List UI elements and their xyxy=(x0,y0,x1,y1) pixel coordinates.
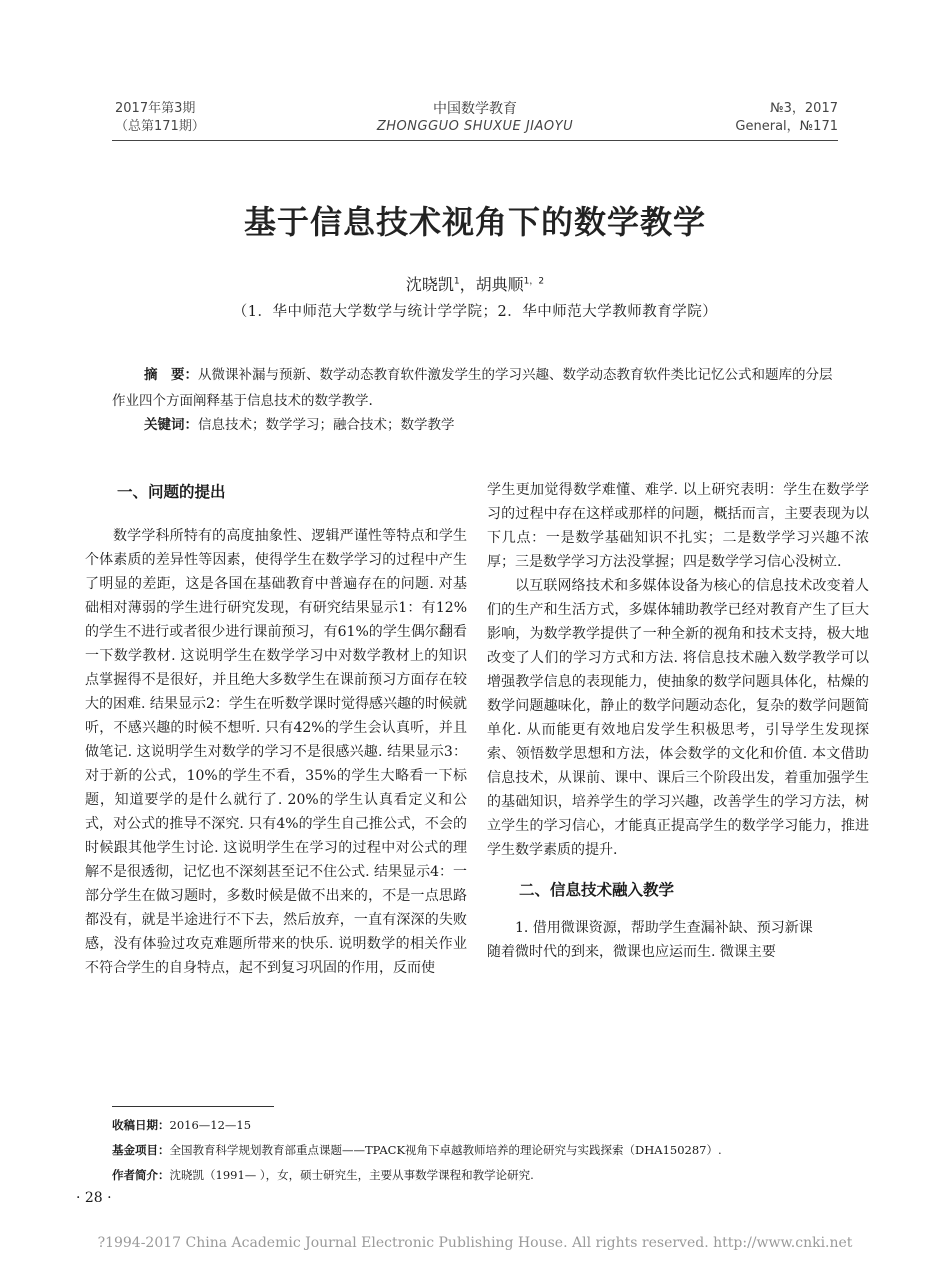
author-bio-label: 作者简介： xyxy=(112,1168,170,1182)
author-bio-text: 沈晓凯（1991— ），女，硕士研究生，主要从事数学课程和教学论研究. xyxy=(169,1168,534,1182)
right-column xyxy=(487,478,869,964)
fund-text: 全国教育科学规划教育部重点课题——TPACK视角下卓越教师培养的理论研究与实践探索（DHA150287）. xyxy=(169,1143,722,1157)
footnotes xyxy=(112,1113,872,1188)
author-line xyxy=(0,272,950,295)
issue-total-number: （总第171期） xyxy=(115,119,205,134)
fund-label: 基金项目： xyxy=(112,1143,170,1157)
issue-general-number: General，№171 xyxy=(735,119,838,134)
received-label: 收稿日期： xyxy=(112,1118,170,1132)
footnote-received xyxy=(112,1113,872,1138)
received-date: 2016—12—15 xyxy=(169,1118,252,1132)
footnote-divider xyxy=(112,1106,274,1107)
issue-year-number: 2017年第3期 xyxy=(115,101,196,116)
journal-name-pinyin: ZHONGGUO SHUXUE JIAOYU xyxy=(376,119,574,134)
journal-number-header xyxy=(735,100,838,136)
abstract-label: 摘 要： xyxy=(144,367,198,383)
section-2-paragraph-1: 随着微时代的到来，微课也应运而生. 微课主要 xyxy=(487,944,776,960)
author-2-name: 胡典顺 xyxy=(475,275,524,294)
section-1-paragraph-1: 数学学科所特有的高度抽象性、逻辑严谨性等特点和学生个体素质的差异性等因素，使得学生在数学学习的过程中产生了明显的差距，这是各国在基础教育中普遍存在的问题. 对基础相对薄弱的学生进行研究发现，有研究结果显示1：有12%的学生不进行或者很少进行课前预习，有61%的学生偶尔翻看一下数学教材. 这说明学生在数学学习中对数学教材上的知识点掌握得不是很好，并且绝大多数学生在课前预习方面存在较大的困难. 结果显示2：学生在听数学课时觉得感兴趣的时候就听，不感兴趣的时候不想听. 只有42%的学生会认真听，并且做笔记. 这说明学生对数学的学习不是很感兴趣. 结果显示3：对于新的公式，10%的学生不看，35%的学生大略看一下标题，知道要学的是什么就行了. 20%的学生认真看定义和公式，对公式的推导不深究. 只有4%的学生自己推公式，不会的时候跟其他学生讨论. 这说明学生在学习的过程中对公式的理解不是很透彻，记忆也不深刻甚至记不住公式. 结果显示4：一部分学生在做习题时，多数时候是做不出来的，不是一点思路都没有，就是半途进行不下去，然后放弃，一直有深深的失败感，没有体验过攻克难题所带来的快乐. 说明数学的相关作业不符合学生的自身特点，起不到复习巩固的作用，反而使 xyxy=(85,528,467,976)
author-separator: ， xyxy=(459,275,476,294)
copyright-notice: ?1994-2017 China Academic Journal Electronic Publishing House. All rights reserved. http://www.cnki.net xyxy=(97,1235,853,1251)
footnote-author xyxy=(112,1163,872,1188)
author-1-affil-mark: 1 xyxy=(453,276,460,287)
abstract xyxy=(112,362,840,414)
footnote-fund xyxy=(112,1138,872,1163)
section-2-heading: 二、信息技术融入教学 xyxy=(519,881,675,899)
keywords xyxy=(144,412,455,438)
article-title: 基于信息技术视角下的数学教学 xyxy=(243,203,706,241)
author-1-name: 沈晓凯 xyxy=(405,275,454,294)
section-1-heading: 一、问题的提出 xyxy=(117,483,226,501)
section-2-subheading-1: 1. 借用微课资源，帮助学生查漏补缺、预习新课 xyxy=(515,920,813,936)
journal-name-cn: 中国数学教育 xyxy=(433,101,517,117)
abstract-text: 从微课补漏与预新、数学动态教育软件激发学生的学习兴趣、数学动态教育软件类比记忆公式和题库的分层作业四个方面阐释基于信息技术的数学教学. xyxy=(112,367,833,409)
issue-number-en: №3，2017 xyxy=(770,101,838,116)
section-1-paragraph-1-continued: 学生更加觉得数学难懂、难学. 以上研究表明：学生在数学学习的过程中存在这样或那样的问题，概括而言，主要表现为以下几点：一是数学基础知识不扎实；二是数学学习兴趣不浓厚；三是数学学习方法没掌握；四是数学学习信心没树立. xyxy=(487,482,869,570)
author-2-affil-mark: 1，2 xyxy=(523,276,545,287)
section-1-paragraph-2: 以互联网络技术和多媒体设备为核心的信息技术改变着人们的生产和生活方式，多媒体辅助教学已经对教育产生了巨大影响，为数学教学提供了一种全新的视角和技术支持，极大地改变了人们的学习方式和方法. 将信息技术融入数学教学可以增强教学信息的表现能力，使抽象的数学问题具体化，枯燥的数学问题趣味化，静止的数学问题动态化，复杂的数学问题简单化. 从而能更有效地启发学生积极思考，引导学生发现探索、领悟数学思想和方法，体会数学的文化和价值. 本文借助信息技术，从课前、课中、课后三个阶段出发，着重加强学生的基础知识，培养学生的学习兴趣，改善学生的学习方法，树立学生的学习信心，才能真正提高学生的数学学习能力，推进学生数学素质的提升. xyxy=(487,578,869,858)
keywords-label: 关键词： xyxy=(144,417,198,433)
page-number: · 28 · xyxy=(76,1190,112,1206)
affiliations: （1．华中师范大学数学与统计学学院；2．华中师范大学教师教育学院） xyxy=(232,304,718,320)
header-divider xyxy=(112,140,838,141)
keywords-text: 信息技术；数学学习；融合技术；数学教学 xyxy=(198,417,455,433)
left-column xyxy=(85,478,467,980)
